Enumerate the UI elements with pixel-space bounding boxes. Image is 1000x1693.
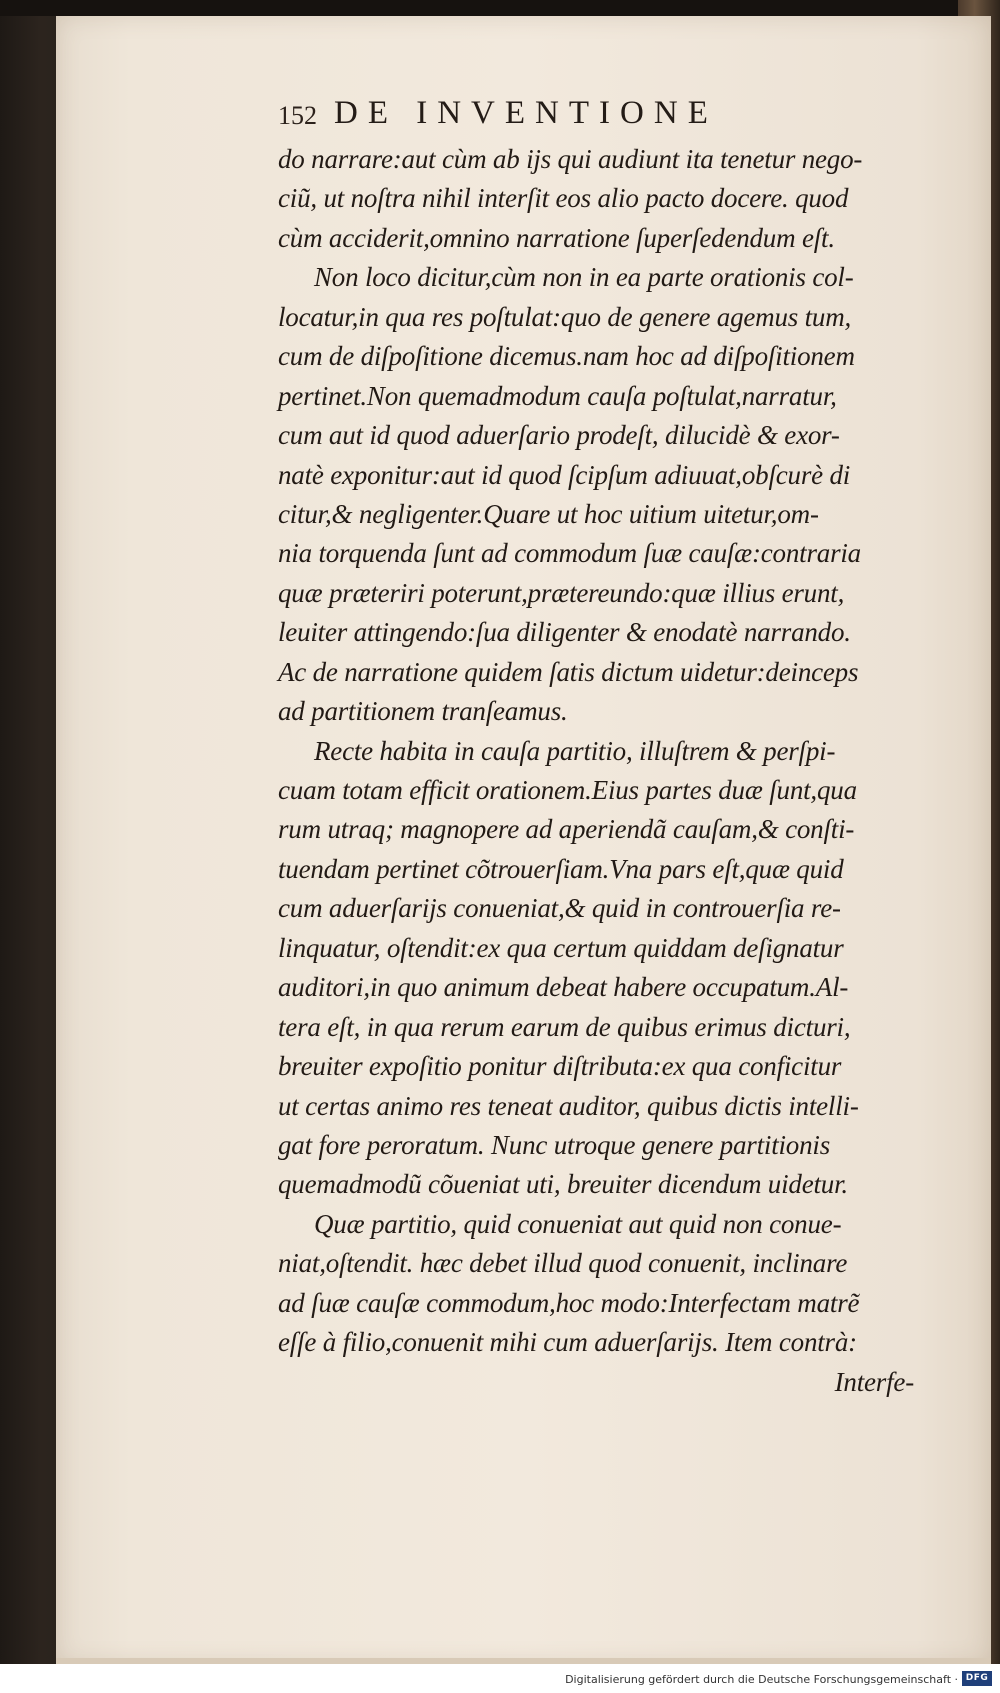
- text-line: tuendam pertinet cõtrouerſiam.Vna pars eſt,quæ quid: [278, 853, 844, 884]
- text-line: linquatur, oſtendit:ex qua certum quiddam deſignatur: [278, 932, 844, 963]
- paragraph-start-line: Non loco dicitur,cùm non in ea parte orationis col-: [314, 262, 854, 293]
- running-head: DE INVENTIONE: [334, 95, 718, 131]
- text-line: citur,& negligenter.Quare ut hoc uitium uitetur,om-: [278, 498, 819, 529]
- text-line: ciũ, ut noſtra nihil interſit eos alio pacto docere. quod: [278, 183, 849, 214]
- text-line: auditori,in quo animum debeat habere occupatum.Al-: [278, 972, 849, 1003]
- text-line: niat,oſtendit. hæc debet illud quod conuenit, inclinare: [278, 1248, 848, 1279]
- text-line: cum aut id quod aduerſario prodeſt, dilucidè & exor-: [278, 420, 840, 451]
- paragraph-start-line: Quæ partitio, quid conueniat aut quid non conue-: [314, 1208, 842, 1239]
- page-number: 152: [278, 101, 317, 130]
- text-line: quemadmodũ cõueniat uti, breuiter dicendum uidetur.: [278, 1169, 848, 1200]
- text-line: cum aduerſarijs conueniat,& quid in controuerſia re-: [278, 893, 841, 924]
- text-line: cuam totam efficit orationem.Eius partes duæ ſunt,qua: [278, 775, 857, 805]
- text-line: locatur,in qua res poſtulat:quo de genere agemus tum,: [278, 301, 852, 332]
- text-line: eſſe à filio,conuenit mihi cum aduerſarijs. Item contrà:: [278, 1327, 857, 1358]
- text-line: Ac de narratione quidem ſatis dictum uidetur:deinceps: [278, 656, 859, 687]
- text-line: ad ſuæ cauſæ commodum,hoc modo:Interfectam matrẽ: [278, 1287, 860, 1318]
- dfg-logo-badge: DFG: [962, 1671, 992, 1686]
- text-line: breuiter expoſitio ponitur diſtributa:ex qua conficitur: [278, 1051, 842, 1082]
- paragraph-start-line: Recte habita in cauſa partitio, illuſtrem & perſpi-: [314, 735, 836, 766]
- text-line: cùm acciderit,omnino narratione ſuperſedendum eſt.: [278, 222, 835, 253]
- text-line: rum utraq; magnopere ad aperiendã cauſam,& conſti-: [278, 814, 855, 845]
- text-line: gat fore peroratum. Nunc utroque genere partitionis: [278, 1129, 831, 1160]
- text-line: cum de diſpoſitione dicemus.nam hoc ad diſpoſitionem: [278, 341, 855, 372]
- text-line: natè exponitur:aut id quod ſcipſum adiuuat,obſcurè di: [278, 459, 851, 490]
- text-line: leuiter attingendo:ſua diligenter & enodatè narrando.: [278, 617, 851, 648]
- text-line: quæ præteriri poterunt,prætereundo:quæ illius erunt,: [278, 577, 845, 608]
- text-line: pertinet.Non quemadmodum cauſa poſtulat,narratur,: [278, 380, 837, 411]
- scan-top-edge: [0, 0, 1000, 16]
- catchword: Interfe-: [834, 1366, 914, 1397]
- body-text: [278, 140, 928, 1402]
- text-line: ut certas animo res teneat auditor, quibus dictis intelli-: [278, 1090, 859, 1121]
- text-line: do narrare:aut cùm ab ijs qui audiunt ita tenetur nego-: [278, 144, 863, 174]
- funding-credit: Digitalisierung gefördert durch die Deutsche Forschungsgemeinschaft ·: [565, 1673, 958, 1686]
- page-header: [278, 95, 823, 135]
- text-line: tera eſt, in qua rerum earum de quibus erimus dicturi,: [278, 1011, 851, 1042]
- text-line: nia torquenda ſunt ad commodum ſuæ cauſæ:contraria: [278, 538, 861, 569]
- text-line: ad partitionem tranſeamus.: [278, 696, 568, 727]
